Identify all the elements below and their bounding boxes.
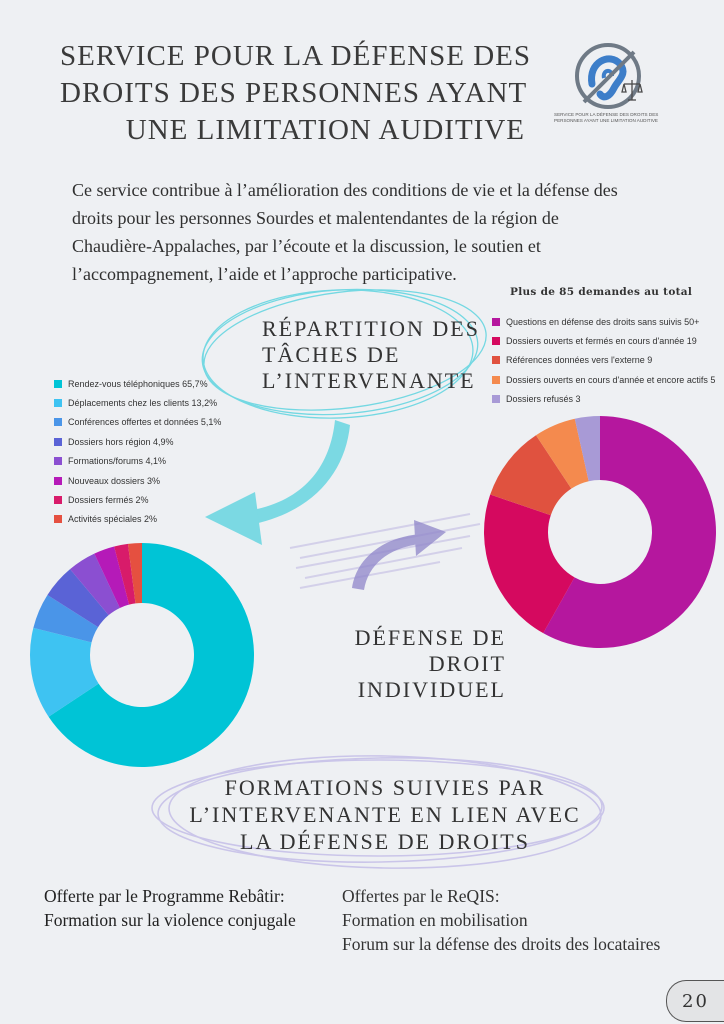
legend-repartition [54,374,221,529]
donut-chart-repartition [0,520,280,790]
donut-chart-defense [470,400,724,660]
legend-swatch [54,399,62,407]
heading-line: RÉPARTITION DES [262,316,480,341]
legend-label: Dossiers fermés 2% [68,495,149,506]
intro-line: Chaudière-Appalaches, par l’écoute et la discussion, le soutien et [72,236,541,256]
legend-item [492,370,715,389]
title-line: DROITS DES PERSONNES AYANT [60,77,528,109]
legend-swatch [492,356,500,364]
heading-line: LA DÉFENSE DE DROITS [240,829,530,854]
legend-label: Activités spéciales 2% [68,514,158,525]
logo-caption-line: PERSONNES AYANT UNE LIMITATION AUDITIVE [554,118,658,123]
legend-label: Dossiers hors région 4,9% [68,436,174,447]
heading-line: L’INTERVENANTE EN LIEN AVEC [189,802,581,827]
heading-line: L’INTERVENANTE [262,368,476,393]
legend-label: Nouveaux dossiers 3% [68,475,161,486]
logo-caption [554,112,662,124]
heading-line: DÉFENSE DE [354,625,506,650]
legend-item [54,413,221,432]
legend-label: Dossiers ouverts et fermés en cours d'année 19 [506,336,697,347]
section-heading-formations [180,774,590,855]
intro-line: Ce service contribue à l’amélioration des conditions de vie et la défense des [72,180,618,200]
legend-label: Déplacements chez les clients 13,2% [68,398,218,409]
legend-item [492,331,715,350]
formation-line: Offerte par le Programme Rebâtir: [44,886,285,906]
heading-line: INDIVIDUEL [357,677,506,702]
formation-line: Offertes par le ReQIS: [342,886,500,906]
legend-swatch [54,496,62,504]
heading-line: TÂCHES DE [262,342,401,367]
heading-line: FORMATIONS SUIVIES PAR [224,775,546,800]
legend-item [54,432,221,451]
legend-item [492,312,715,331]
legend-label: Dossiers ouverts en cours d'année et encore actifs 5 [506,374,716,385]
legend-label: Questions en défense des droits sans suivis 50+ [506,316,700,327]
legend-item [54,393,221,412]
legend-swatch [54,380,62,388]
section-heading-defense [330,625,506,703]
legend-item [492,351,715,370]
legend-label: Rendez-vous téléphoniques 65,7% [68,378,208,389]
legend-item [54,452,221,471]
logo-caption-line: SERVICE POUR LA DÉFENSE DES DROITS DES [554,112,659,117]
page-title [60,38,532,149]
legend-swatch [492,337,500,345]
legend-label: Références données vers l'externe 9 [506,355,653,366]
formation-line: Formation sur la violence conjugale [44,910,296,930]
page-number: 20 [666,980,724,1022]
formations-reqis [342,884,660,956]
section-heading-repartition [262,316,482,394]
legend-label: Dossiers refusés 3 [506,394,581,405]
legend-swatch [54,418,62,426]
legend-swatch [492,376,500,384]
legend-swatch [54,477,62,485]
chart-total-label: Plus de 85 demandes au total [510,286,693,298]
legend-defense [492,312,715,409]
heading-line: DROIT [428,651,506,676]
legend-label: Conférences offertes et données 5,1% [68,417,222,428]
title-line: SERVICE POUR LA DÉFENSE DES [60,40,532,72]
legend-swatch [54,438,62,446]
legend-swatch [492,318,500,326]
intro-line: droits pour les personnes Sourdes et malentendantes de la région de [72,208,559,228]
legend-item [54,471,221,490]
legend-item [54,374,221,393]
legend-swatch [54,457,62,465]
legend-label: Formations/forums 4,1% [68,456,167,467]
legend-item [54,490,221,509]
intro-paragraph [72,176,672,288]
intro-line: l’accompagnement, l’aide et l’approche participative. [72,264,457,284]
formation-line: Formation en mobilisation [342,910,528,930]
formations-rebatir [44,884,296,932]
formation-line: Forum sur la défense des droits des locataires [342,934,661,954]
title-line: UNE LIMITATION AUDITIVE [125,114,525,146]
